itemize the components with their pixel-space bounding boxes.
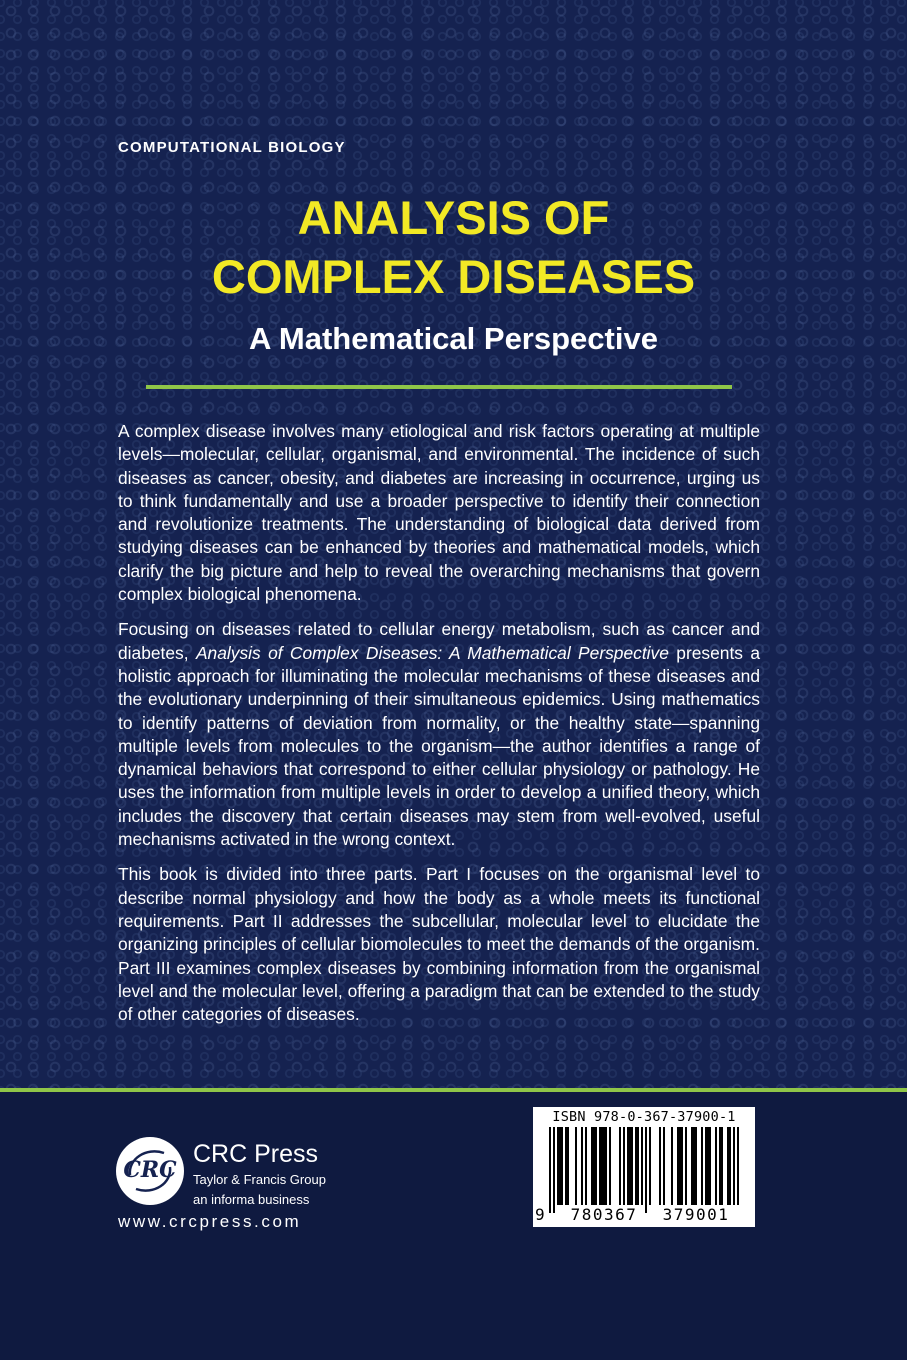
barcode-bar xyxy=(691,1127,693,1205)
barcode-bar xyxy=(631,1127,633,1205)
barcode-bar xyxy=(601,1127,603,1205)
barcode-bar xyxy=(561,1127,563,1205)
barcode-bar xyxy=(599,1127,601,1205)
barcode-bar xyxy=(605,1127,607,1205)
divider-bottom xyxy=(0,1088,907,1092)
barcode-bar xyxy=(649,1127,651,1205)
barcode-bar xyxy=(715,1127,717,1205)
barcode-bar xyxy=(663,1127,665,1205)
barcode-bar xyxy=(701,1127,703,1205)
barcode-bar xyxy=(685,1127,687,1205)
barcode-bar xyxy=(575,1127,577,1205)
barcode-bar xyxy=(737,1127,739,1213)
barcode-bar xyxy=(635,1127,637,1205)
book-title xyxy=(0,188,907,306)
barcode-bar xyxy=(677,1127,679,1205)
barcode-bar xyxy=(721,1127,723,1205)
barcode-bar xyxy=(629,1127,631,1205)
barcode-digits xyxy=(533,1205,755,1225)
isbn-label: ISBN 978-0-367-37900-1 xyxy=(552,1109,736,1125)
publisher-tagline: an informa business xyxy=(193,1192,310,1207)
barcode-bar xyxy=(671,1127,673,1205)
barcode-digits-right: 379001 xyxy=(653,1205,739,1224)
logo-letters: CRC xyxy=(123,1157,177,1183)
barcode-bar xyxy=(659,1127,661,1205)
paragraph-2-rest: presents a holistic approach for illuminating the molecular mechanisms of these diseases and the evolutionary underpinning of their simultaneous epidemics. Using mathematics to identify patterns of deviation from normality, or the healthy state—spanning multiple levels from molecules to the organism—the author identifies a range of dynamical behaviors that correspond to either cellular physiology or pathology. He uses the information from multiple levels in order to develop a unified theory, which includes the discovery that certain diseases may stem from well-evolved, useful mechanisms activated in the wrong context. xyxy=(118,642,761,850)
barcode-bar xyxy=(585,1127,587,1205)
publisher-url[interactable]: www.crcpress.com xyxy=(118,1212,302,1231)
barcode-bar xyxy=(705,1127,707,1205)
barcode-bar xyxy=(727,1127,729,1205)
barcode-bar xyxy=(679,1127,681,1205)
barcode-bar xyxy=(627,1127,629,1205)
barcode-bar xyxy=(581,1127,583,1205)
book-subtitle: A Mathematical Perspective xyxy=(249,321,658,356)
barcode-bar xyxy=(591,1127,593,1205)
barcode-bar xyxy=(645,1127,647,1213)
barcode-bar xyxy=(623,1127,625,1205)
blurb-paragraph-3: This book is divided into three parts. Part I focuses on the organismal level to describe normal physiology and how the body as a whole meets its functional requirements. Part II addresses the subcellular, molecular level to elucidate the organizing principles of cellular biomolecules to meet the demands of the organism. Part III examines complex diseases by combining information from the organismal level and the molecular level, offering a paradigm that can be extended to the study of other categories of diseases. xyxy=(118,864,760,1025)
barcode-bar xyxy=(565,1127,567,1205)
divider-top xyxy=(146,385,732,389)
barcode-bar xyxy=(567,1127,569,1205)
barcode-bar xyxy=(557,1127,559,1205)
barcode-bar xyxy=(549,1127,551,1213)
publisher-group: Taylor & Francis Group xyxy=(193,1172,326,1187)
barcode-bar xyxy=(681,1127,683,1205)
barcode-bar xyxy=(553,1127,555,1213)
paragraph-2-lead: Focusing on diseases related to cellular energy metabolism, such as cancer and diabetes, xyxy=(118,619,760,663)
barcode-bars xyxy=(539,1127,749,1217)
barcode-bar xyxy=(719,1127,721,1205)
barcode-digits-left: 780367 xyxy=(563,1205,645,1224)
barcode-bar xyxy=(609,1127,611,1205)
barcode-bar xyxy=(637,1127,639,1205)
barcode-bar xyxy=(641,1127,643,1213)
title-line-2: COMPLEX DISEASES xyxy=(211,250,696,303)
barcode-bar xyxy=(593,1127,595,1205)
book-title-italic: Analysis of Complex Diseases: A Mathematical Perspective xyxy=(195,642,669,663)
barcode-bar xyxy=(619,1127,621,1205)
barcode-bar xyxy=(733,1127,735,1213)
crc-logo xyxy=(116,1137,184,1205)
series-label: COMPUTATIONAL BIOLOGY xyxy=(118,139,346,156)
barcode-bar xyxy=(729,1127,731,1205)
publisher-name: CRC Press xyxy=(193,1140,319,1168)
barcode-bar xyxy=(709,1127,711,1205)
barcode-bar xyxy=(559,1127,561,1205)
blurb-paragraph-1: A complex disease involves many etiological and risk factors operating at multiple levels—molecular, cellular, organismal, and environmental. The incidence of such diseases as cancer, obesity, and diabetes are increasing in occurrence, urging us to think fundamentally and use a broader perspective to identify their connection and revolutionize treatments. The understanding of biological data derived from studying diseases can be enhanced by theories and mathematical models, which clarify the big picture and help to reveal the overarching mechanisms that govern complex biological phenomena. xyxy=(118,421,760,605)
title-line-1: ANALYSIS OF xyxy=(297,191,610,244)
barcode-digit-first: 9 xyxy=(535,1205,545,1224)
barcode-bar xyxy=(695,1127,697,1205)
barcode-bar xyxy=(693,1127,695,1205)
barcode-bar xyxy=(603,1127,605,1205)
blurb xyxy=(118,420,760,1038)
blurb-paragraph-2 xyxy=(118,618,760,851)
barcode-bar xyxy=(707,1127,709,1205)
isbn-barcode xyxy=(533,1107,755,1227)
barcode-bar xyxy=(595,1127,597,1205)
